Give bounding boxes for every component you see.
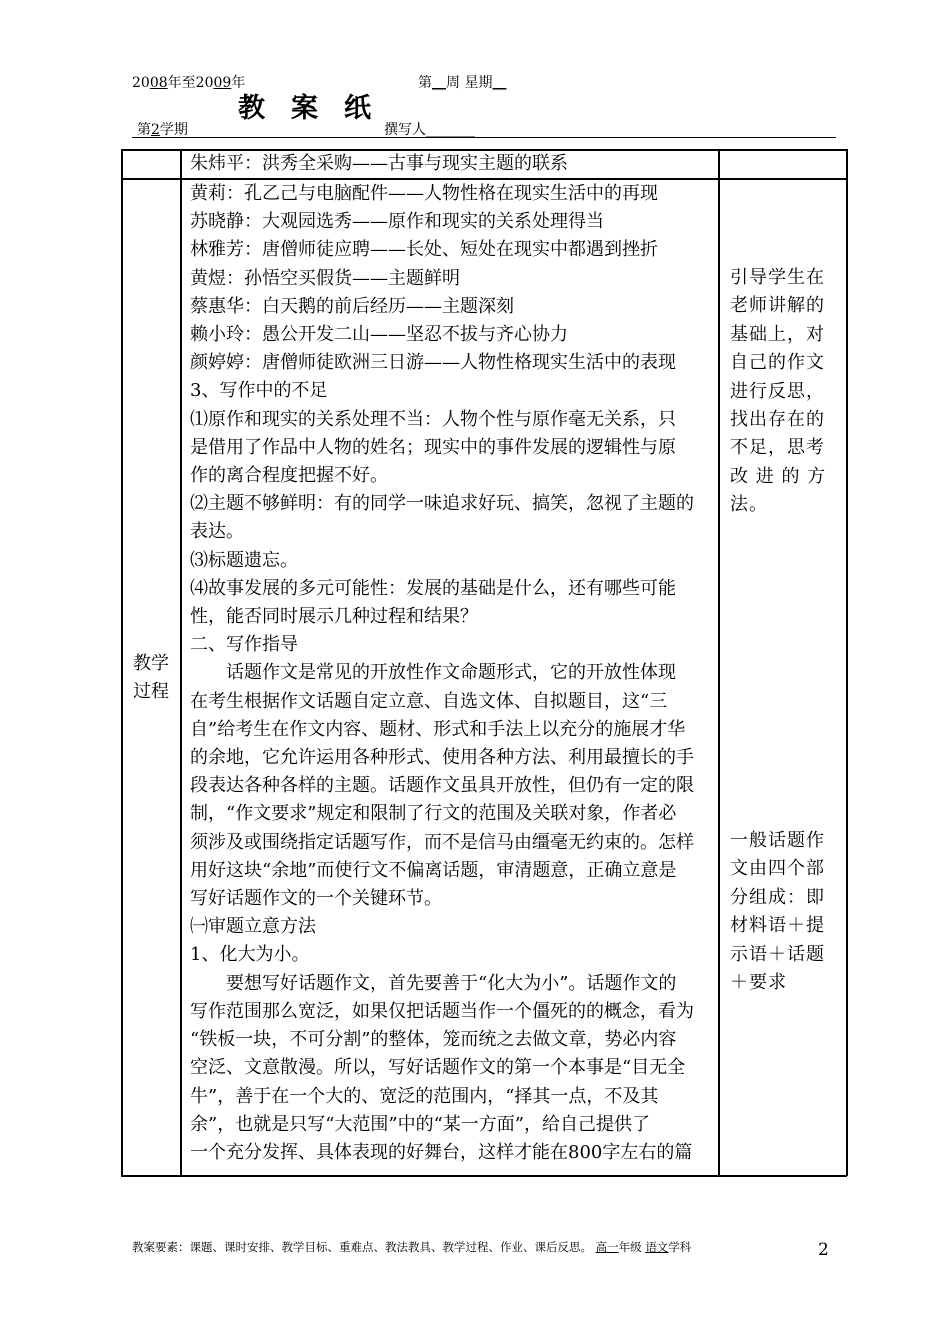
author-blank: _______ xyxy=(426,122,475,138)
note-line: 自己的作文 xyxy=(730,352,825,374)
content-line: ⑴原作和现实的关系处理不当：人物个性与原作毫无关系，只 xyxy=(190,408,676,430)
semester-label: 学期 xyxy=(159,122,188,138)
content-line: 牛”，善于在一个大的、宽泛的范围内，“择其一点，不及其 xyxy=(190,1085,659,1107)
section-label xyxy=(131,650,171,706)
footer-grade: 高一 xyxy=(595,1240,619,1254)
year-connector: 年至 xyxy=(167,75,196,91)
note-line: 老师讲解的 xyxy=(730,295,825,317)
footer-subject: 语文 xyxy=(645,1240,669,1254)
page-title: 教案纸 xyxy=(238,93,397,124)
weekday-blank: __ xyxy=(492,75,507,91)
content-line: 制，“作文要求”规定和限制了行文的范围及关联对象，作者必 xyxy=(190,803,677,825)
week-prefix: 第 xyxy=(418,75,432,91)
note-line: 改 进 的 方 xyxy=(730,465,827,487)
note-line: 示语＋话题 xyxy=(730,943,825,965)
content-line: 性，能否同时展示几种过程和结果？ xyxy=(190,606,478,628)
teaching-note-topic-structure xyxy=(730,827,840,997)
table-left-border xyxy=(121,149,123,1176)
content-line: 3、写作中的不足 xyxy=(190,380,328,402)
content-line: 的余地，它允许运用各种形式、使用各种方法、利用最擅长的手 xyxy=(190,747,694,769)
year-end-suffix: 09 xyxy=(213,75,232,91)
year-end-prefix: 20 xyxy=(195,75,214,91)
content-line: 颜婷婷：唐僧师徒欧洲三日游——人物性格现实生活中的表现 xyxy=(190,352,676,374)
content-line: 段表达各种各样的主题。话题作文虽具开放性，但仍有一定的限 xyxy=(190,775,694,797)
table-right-border xyxy=(846,149,848,1176)
footer-elements xyxy=(132,1239,691,1255)
note-line: 材料语＋提 xyxy=(730,915,825,937)
lesson-content xyxy=(190,180,714,1167)
content-line: 赖小玲：愚公开发二山——坚忍不拔与齐心协力 xyxy=(190,324,568,346)
content-line: 一个充分发挥、具体表现的好舞台，这样才能在800字左右的篇 xyxy=(190,1141,693,1163)
teaching-note-reflection xyxy=(730,264,840,520)
content-line: 苏晓静：大观园选秀——原作和现实的关系处理得当 xyxy=(190,211,604,233)
week-blank: __ xyxy=(432,75,446,91)
note-line: 一般话题作 xyxy=(730,830,825,851)
page-number: 2 xyxy=(818,1240,829,1260)
weekday-label: 周 星期 xyxy=(446,75,493,91)
year-label: 年 xyxy=(231,75,246,91)
content-line: 写作范围那么宽泛，如果仅把话题当作一个僵死的的概念，看为 xyxy=(190,1000,694,1022)
content-line: ⑶标题遗忘。 xyxy=(190,549,298,571)
note-line: 法。 xyxy=(730,494,768,516)
content-line: 自”给考生在作文内容、题材、形式和手法上以充分的施展才华 xyxy=(190,718,686,740)
author-info xyxy=(384,119,475,139)
content-line: 写好话题作文的一个关键环节。 xyxy=(190,888,442,910)
content-line: 黄煜：孙悟空买假货——主题鲜明 xyxy=(190,267,460,289)
table-col-divider-1 xyxy=(180,149,182,1176)
content-line: ㈠审题立意方法 xyxy=(190,916,316,938)
content-line: 林雅芳：唐僧师徒应聘——长处、短处在现实中都遇到挫折 xyxy=(190,239,658,261)
content-line: 二、写作指导 xyxy=(190,634,298,656)
author-label: 撰写人 xyxy=(384,122,426,138)
content-line: 黄莉：孔乙己与电脑配件——人物性格在现实生活中的再现 xyxy=(190,183,658,204)
week-info xyxy=(418,72,506,92)
content-line: 在考生根据作文话题自定立意、自选文体、自拟题目，这“三 xyxy=(190,690,668,712)
note-line: 分组成：即 xyxy=(730,886,825,908)
content-line: 1、化大为小。 xyxy=(190,944,310,966)
footer-grade-suffix: 年级 xyxy=(618,1240,642,1254)
content-line: 余”，也就是只写“大范围”中的“某一方面”，给自己提供了 xyxy=(190,1113,651,1135)
note-line: ＋要求 xyxy=(730,972,787,994)
school-year xyxy=(132,72,245,92)
note-line: 不足，思考 xyxy=(730,437,825,459)
year-start-suffix: 08 xyxy=(149,75,168,91)
content-line: “铁板一块，不可分割”的整体，笼而统之去做文章，势必内容 xyxy=(190,1029,677,1051)
semester-info xyxy=(137,119,188,139)
content-line: 要想写好话题作文，首先要善于“化大为小”。话题作文的 xyxy=(190,972,677,994)
content-line: 须涉及或围绕指定话题写作，而不是信马由缰毫无约束的。怎样 xyxy=(190,831,694,853)
content-line: 是借用了作品中人物的姓名；现实中的事件发展的逻辑性与原 xyxy=(190,436,676,458)
note-line: 进行反思， xyxy=(730,380,825,402)
content-line: 蔡惠华：白天鹅的前后经历——主题深刻 xyxy=(190,295,514,317)
table-bottom-border xyxy=(121,1175,847,1177)
year-start-prefix: 20 xyxy=(132,75,150,91)
content-line: 表达。 xyxy=(190,521,244,543)
header-rule xyxy=(132,137,836,138)
footer-subject-suffix: 学科 xyxy=(668,1240,692,1254)
content-line: 用好这块“余地”而使行文不偏离话题，审清题意，正确立意是 xyxy=(190,859,677,881)
row1-text: 朱炜平：洪秀全采购——古事与现实主题的联系 xyxy=(190,153,568,174)
semester-prefix: 第 xyxy=(137,122,151,138)
semester-number: 2 xyxy=(151,122,160,138)
footer-text: 教案要素：课题、课时安排、教学目标、重难点、教法教具、教学过程、作业、课后反思。 xyxy=(132,1240,592,1254)
section-label-line2: 过程 xyxy=(133,681,169,703)
content-line: 空泛、文意散漫。所以，写好话题作文的第一个本事是“目无全 xyxy=(190,1057,686,1079)
content-line: 话题作文是常见的开放性作文命题形式，它的开放性体现 xyxy=(190,662,676,684)
table-col-divider-2 xyxy=(718,149,720,1176)
content-line: 作的离合程度把握不好。 xyxy=(190,465,388,487)
note-line: 引导学生在 xyxy=(730,267,825,288)
note-line: 基础上，对 xyxy=(730,323,825,345)
content-line: ⑷故事发展的多元可能性：发展的基础是什么，还有哪些可能 xyxy=(190,577,676,599)
section-label-line1: 教学 xyxy=(133,653,169,674)
note-line: 找出存在的 xyxy=(730,409,825,431)
content-line: ⑵主题不够鲜明：有的同学一味追求好玩、搞笑，忽视了主题的 xyxy=(190,493,694,515)
note-line: 文由四个部 xyxy=(730,858,825,880)
